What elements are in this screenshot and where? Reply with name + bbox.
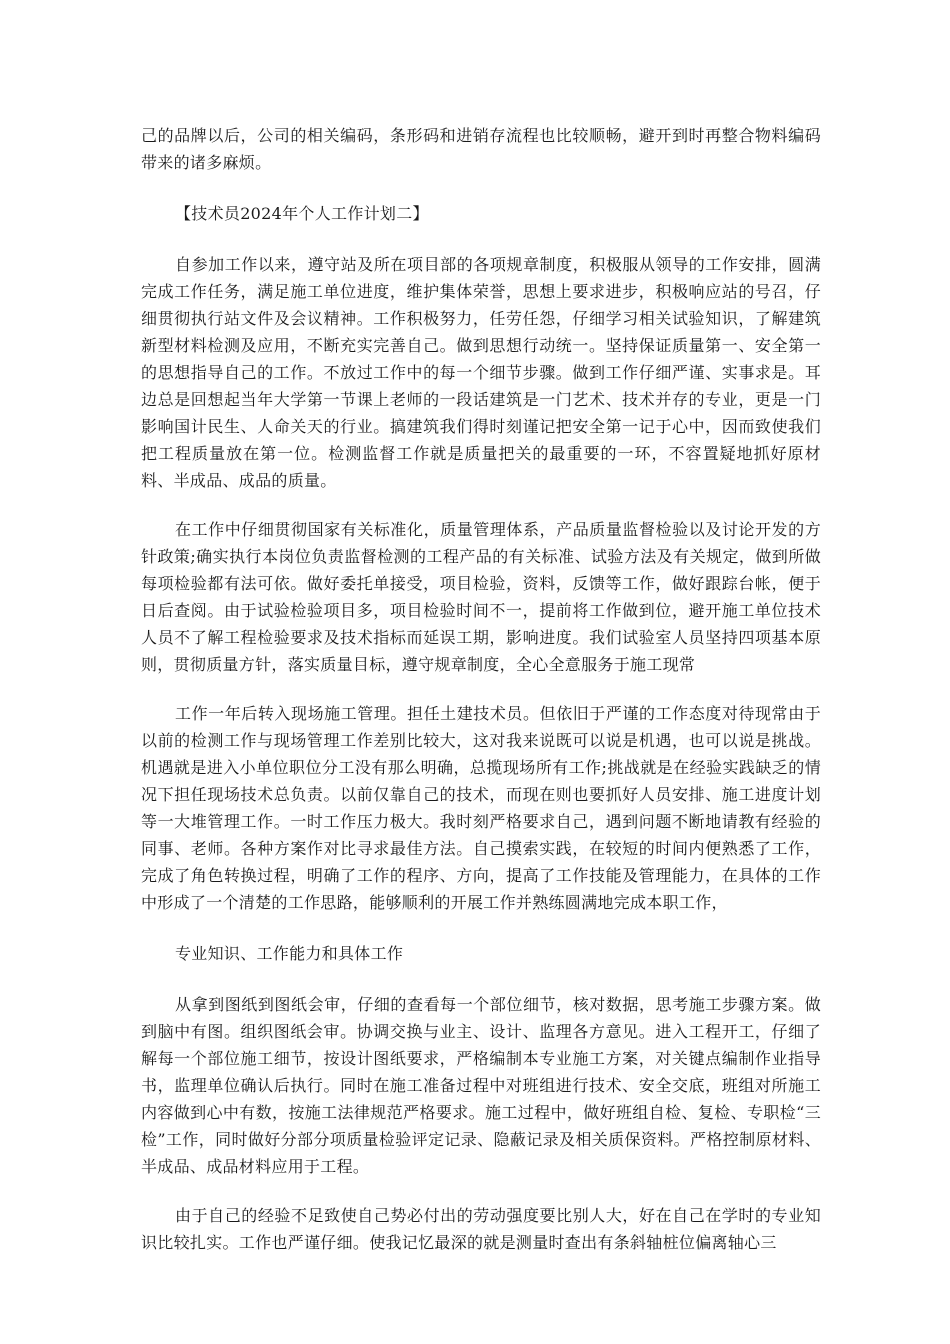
subheading: 专业知识、工作能力和具体工作	[175, 944, 404, 963]
paragraph-2: 在工作中仔细贯彻国家有关标准化，质量管理体系，产品质量监督检验以及讨论开发的方针政策;确实执行本岗位负责监督检测的工程产品的有关标准、试验方法及有关规定，做到所做每项检验都有法可依。做好委托单接受，项目检验，资料，反馈等工作，做好跟踪台帐，便于日后查阅。由于试验检验项目多，项目检验时间不一，提前将工作做到位，避开施工单位技术人员不了解工程检验要求及技术指标而延误工期，影响进度。我们试验室人员坚持四项基本原则，贯彻质量方针，落实质量目标，遵守规章制度，全心全意服务于施工现常	[141, 520, 821, 674]
paragraph-1: 自参加工作以来，遵守站及所在项目部的各项规章制度，积极服从领导的工作安排，圆满完成工作任务，满足施工单位进度，维护集体荣誉，思想上要求进步，积极响应站的号召，仔细贯彻执行站文件及会议精神。工作积极努力，任劳任怨，仔细学习相关试验知识，了解建筑新型材料检测及应用，不断充实完善自己。做到思想行动统一。坚持保证质量第一、安全第一的思想指导自己的工作。不放过工作中的每一个细节步骤。做到工作仔细严谨、实事求是。耳边总是回想起当年大学第一节课上老师的一段话建筑是一门艺术、技术并存的专业，更是一门影响国计民生、人命关天的行业。搞建筑我们得时刻谨记把安全第一记于心中，因而致使我们把工程质量放在第一位。检测监督工作就是质量把关的最重要的一环，不容置疑地抓好原材料、半成品、成品的质量。	[141, 255, 821, 490]
paragraph-4: 从拿到图纸到图纸会审，仔细的查看每一个部位细节，核对数据，思考施工步骤方案。做到脑中有图。组织图纸会审。协调交换与业主、设计、监理各方意见。进入工程开工，仔细了解每一个部位施工细节，按设计图纸要求，严格编制本专业施工方案，对关键点编制作业指导书，监理单位确认后执行。同时在施工准备过程中对班组进行技术、安全交底，班组对所施工内容做到心中有数，按施工法律规范严格要求。施工过程中，做好班组自检、复检、专职检“三检”工作，同时做好分部分项质量检验评定记录、隐蔽记录及相关质保资料。严格控制原材料、半成品、成品材料应用于工程。	[141, 995, 821, 1176]
section-title: 【技术员2024年个人工作计划二】	[175, 204, 429, 223]
paragraph-5: 由于自己的经验不足致使自己势必付出的劳动强度要比别人大，好在自己在学时的专业知识比较扎实。工作也严谨仔细。使我记忆最深的就是测量时查出有条斜轴桩位偏离轴心三	[141, 1206, 821, 1252]
paragraph-3: 工作一年后转入现场施工管理。担任土建技术员。但依旧于严谨的工作态度对待现常由于以前的检测工作与现场管理工作差别比较大，这对我来说既可以说是机遇，也可以说是挑战。机遇就是进入小单位职位分工没有那么明确，总揽现场所有工作;挑战就是在经验实践缺乏的情况下担任现场技术总负责。以前仅靠自己的技术，而现在则也要抓好人员安排、施工进度计划等一大堆管理工作。一时工作压力极大。我时刻严格要求自己，遇到问题不断地请教有经验的同事、老师。各种方案作对比寻求最佳方法。自己摸索实践，在较短的时间内便熟悉了工作，完成了角色转换过程，明确了工作的程序、方向，提高了工作技能及管理能力，在具体的工作中形成了一个清楚的工作思路，能够顺利的开展工作并熟练圆满地完成本职工作，	[141, 704, 821, 912]
document-body	[141, 122, 821, 1256]
intro-paragraph: 己的品牌以后，公司的相关编码，条形码和进销存流程也比较顺畅，避开到时再整合物料编码带来的诸多麻烦。	[141, 126, 821, 172]
